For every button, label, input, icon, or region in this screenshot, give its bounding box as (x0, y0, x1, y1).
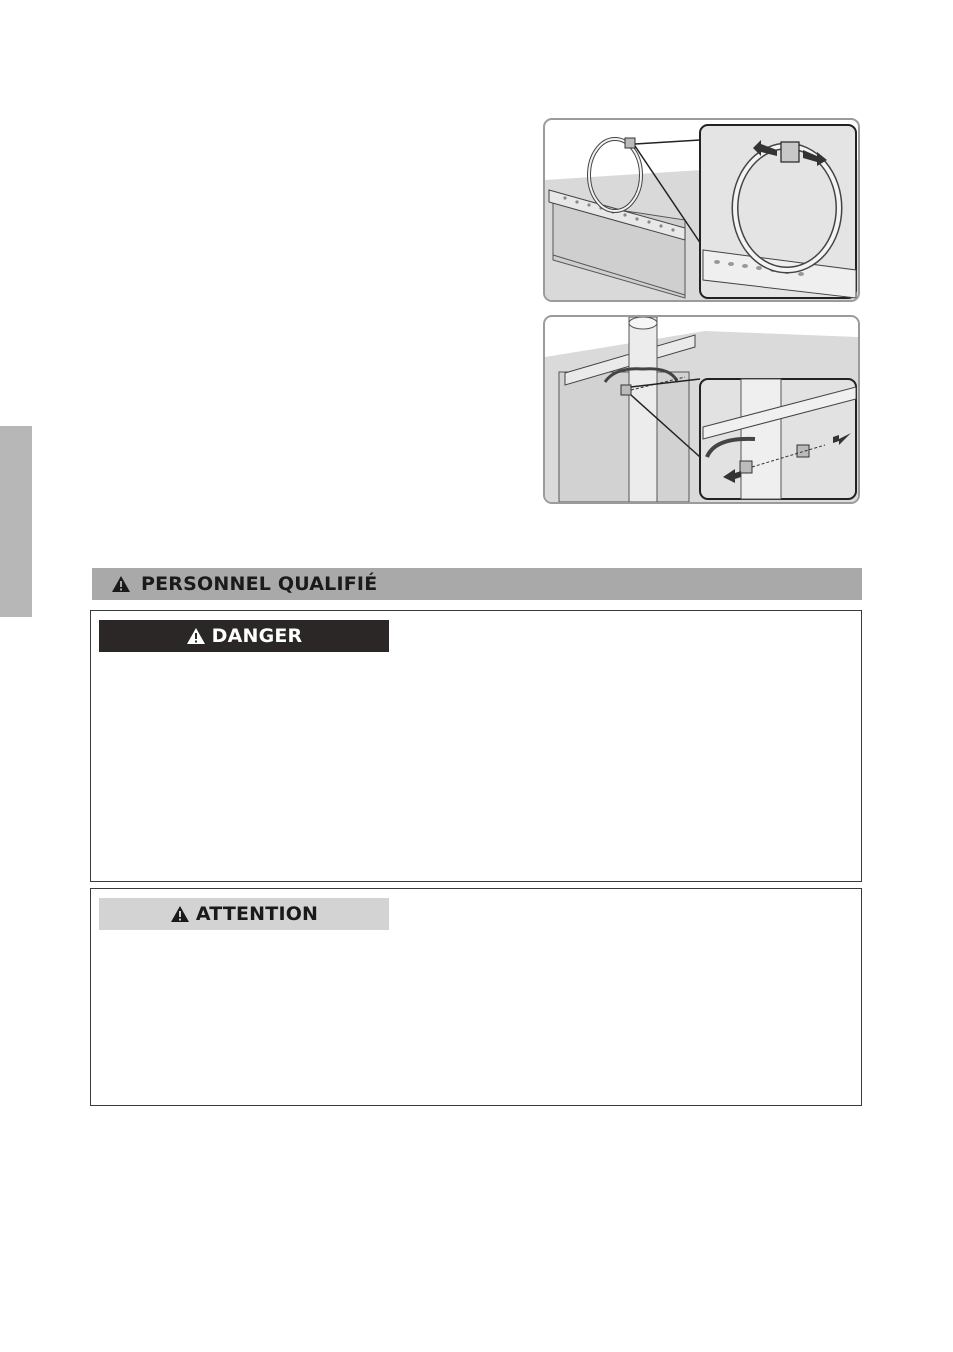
danger-notice-box (90, 610, 862, 882)
qualified-personnel-header (92, 568, 862, 600)
danger-signal-label (99, 620, 389, 652)
warning-triangle-icon (170, 905, 190, 923)
danger-label: DANGER (211, 625, 303, 647)
section-title: PERSONNEL QUALIFIÉ (141, 573, 378, 595)
mounting-bracket-strap-figure (543, 118, 860, 302)
strap-clamp-illustration (545, 120, 858, 300)
warning-triangle-icon (186, 627, 206, 645)
attention-label: ATTENTION (195, 903, 319, 925)
warning-triangle-icon (111, 575, 131, 593)
attention-notice-box (90, 888, 862, 1106)
pole-clamp-illustration (545, 317, 858, 502)
attention-signal-label (99, 898, 389, 930)
side-tab-marker (0, 426, 32, 617)
pole-mounting-figure (543, 315, 860, 504)
